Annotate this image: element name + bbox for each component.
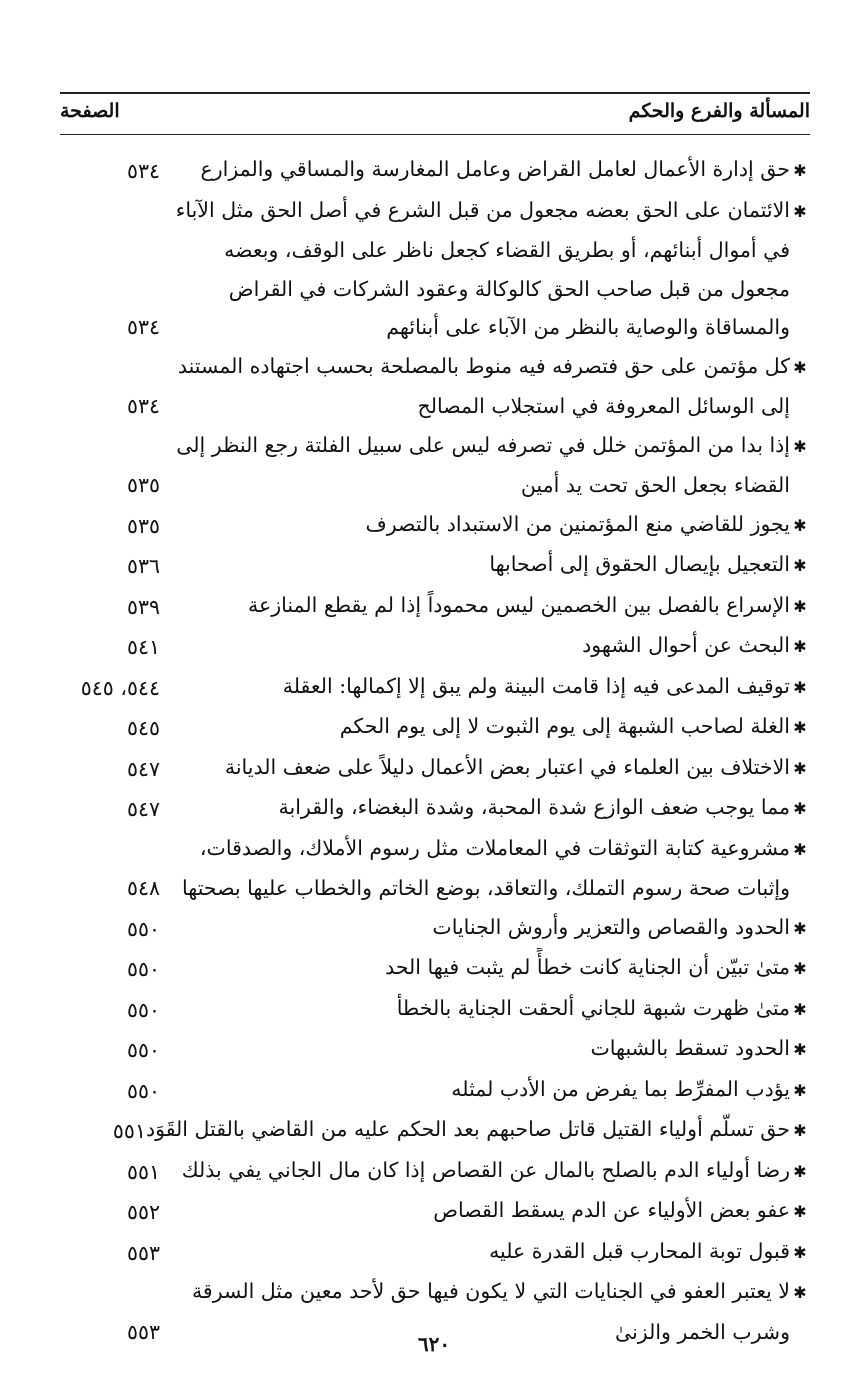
entry-page-number: ٥٣٤ (126, 159, 160, 183)
entry-line-text: الحدود تسقط بالشبهات (590, 1036, 790, 1060)
entry-line (160, 667, 810, 708)
entry-text (160, 989, 810, 1030)
entry-page-number: ٥٥٠ (126, 916, 160, 941)
asterisk-bullet-icon: ✱ (793, 718, 807, 737)
entry-page-number: ٥٥٣ (126, 1319, 160, 1344)
entry-line (160, 869, 810, 908)
entry-line-text: الائتمان على الحق بعضه مجعول من قبل الشرع في أصل الحق مثل الآباء (175, 197, 790, 222)
index-entry (60, 191, 810, 347)
asterisk-bullet-icon: ✱ (793, 959, 807, 978)
asterisk-bullet-icon: ✱ (793, 839, 807, 859)
entry-line (160, 191, 810, 232)
entry-page-number: ٥٣٤ (126, 394, 160, 418)
entry-line-text: توقيف المدعى فيه إذا قامت البينة ولم يبق إلا إكمالها: العقلة (282, 673, 790, 698)
entry-line (160, 1151, 810, 1192)
entry-page-number: ٥٣٥ (126, 513, 160, 538)
entry-text (160, 150, 810, 191)
entry-page-number: ٥٤٤، ٥٤٥ (80, 675, 160, 700)
entry-text (160, 626, 810, 667)
entry-line (160, 707, 810, 748)
entry-text (160, 191, 810, 347)
entry-line (160, 1070, 810, 1111)
entry-line (160, 231, 810, 270)
entry-line-text: يجوز للقاضي منع المؤتمنين من الاستبداد بالتصرف (365, 511, 790, 536)
entry-text (160, 829, 810, 908)
entry-line (160, 426, 810, 467)
asterisk-bullet-icon: ✱ (793, 1202, 807, 1221)
entry-page-number: ٥٣٩ (126, 594, 160, 619)
column-header-title: المسألة والفرع والحكم (628, 100, 810, 122)
entry-text (160, 426, 810, 505)
entry-page-number: ٥٥٠ (126, 1038, 160, 1062)
entry-line-text: مما يوجب ضعف الوازع شدة المحبة، وشدة البغضاء، والقرابة (278, 795, 790, 819)
asterisk-bullet-icon: ✱ (793, 596, 807, 616)
index-entry (60, 1191, 810, 1232)
index-entry (60, 1110, 810, 1151)
entry-text (160, 667, 810, 708)
entry-page-number: ٥٣٤ (126, 315, 160, 339)
entry-page-number: ٥٥٠ (126, 1078, 160, 1103)
entry-line (160, 989, 810, 1030)
entry-line (160, 1232, 810, 1273)
page-header (60, 100, 810, 130)
entry-line-text: متىٰ ظهرت شبهة للجاني ألحقت الجناية بالخطأ (396, 995, 790, 1020)
entry-page-number: ٥٥٢ (126, 1200, 160, 1224)
entry-line (160, 505, 810, 546)
entry-page-number: ٥٣٥ (126, 473, 160, 497)
index-entry (60, 1151, 810, 1192)
entry-text (160, 1191, 810, 1232)
entry-page-number: ٥٤٧ (126, 797, 160, 821)
index-entry (60, 347, 810, 426)
entry-line-text: والمساقاة والوصاية بالنظر من الآباء على أبنائهم (386, 315, 790, 339)
asterisk-bullet-icon: ✱ (793, 1283, 807, 1302)
entry-text (160, 1070, 810, 1111)
column-header-page: الصفحة (60, 100, 120, 122)
entry-page-number: ٥٣٦ (126, 554, 160, 578)
entry-text (160, 707, 810, 748)
entry-line-text: الاختلاف بين العلماء في اعتبار بعض الأعمال دليلاً على ضعف الديانة (224, 754, 790, 779)
entry-line (160, 908, 810, 949)
entry-line (160, 308, 810, 347)
entry-text (160, 948, 810, 989)
asterisk-bullet-icon: ✱ (793, 677, 807, 697)
entry-line (160, 626, 810, 667)
asterisk-bullet-icon: ✱ (793, 637, 807, 656)
index-entry (60, 1070, 810, 1111)
asterisk-bullet-icon: ✱ (793, 999, 807, 1019)
entry-text (160, 1151, 810, 1192)
entry-text (160, 347, 810, 426)
index-entry (60, 707, 810, 748)
entry-line-text: وإثبات صحة رسوم التملك، والتعاقد، بوضع الخاتم والخطاب عليها بصحتها (182, 876, 790, 900)
index-entry (60, 788, 810, 829)
entry-line-text: متىٰ تبيّن أن الجناية كانت خطأً لم يثبت فيها الحد (385, 955, 790, 979)
entry-text (160, 1029, 810, 1070)
entry-line-text: مجعول من قبل صاحب الحق كالوكالة وعقود الشركات في القراض (228, 276, 790, 301)
entry-page-number: ٥٤١ (126, 635, 160, 659)
entry-line-text: التعجيل بإيصال الحقوق إلى أصحابها (489, 552, 790, 576)
entry-line-text: في أموال أبنائهم، أو بطريق القضاء كجعل ناظر على الوقف، وبعضه (224, 238, 790, 262)
entry-line (146, 1110, 810, 1151)
index-entry (60, 667, 810, 708)
asterisk-bullet-icon: ✱ (793, 556, 807, 575)
entry-text (160, 1232, 810, 1273)
entry-line-text: الغلة لصاحب الشبهة إلى يوم الثبوت لا إلى يوم الحكم (339, 714, 790, 738)
index-entry (60, 989, 810, 1030)
entry-line-text: إذا بدا من المؤتمن خلل في تصرفه ليس على سبيل الفلتة رجع النظر إلى (176, 432, 790, 457)
entry-text (160, 586, 810, 627)
entry-line-text: كل مؤتمن على حق فتصرفه فيه منوط بالمصلحة بحسب اجتهاده المستند (177, 353, 790, 378)
entry-page-number: ٥٤٧ (126, 756, 160, 781)
index-entry (60, 829, 810, 908)
entry-line-text: مشروعية كتابة التوثقات في المعاملات مثل رسوم الأملاك، والصدقات، (199, 835, 790, 860)
index-entry (60, 426, 810, 505)
asterisk-bullet-icon: ✱ (793, 1040, 807, 1059)
entry-line-text: لا يعتبر العفو في الجنايات التي لا يكون فيها حق لأحد معين مثل السرقة (191, 1279, 790, 1303)
entry-page-number: ٥٤٨ (126, 876, 160, 900)
entry-page-number: ٥٥٠ (126, 957, 160, 981)
entry-page-number: ٥٤٥ (126, 716, 160, 740)
header-rule (60, 134, 810, 135)
entry-text (160, 545, 810, 586)
entry-line-text: حق تسلّم أولياء القتيل قاتل صاحبهم بعد الحكم عليه من القاضي بالقتل القَوَد (145, 1117, 790, 1141)
entry-line-text: وشرب الخمر والزنىٰ (614, 1319, 790, 1344)
entry-line (160, 586, 810, 627)
entry-line (160, 545, 810, 586)
entry-page-number: ٥٥٠ (126, 997, 160, 1022)
index-entry (60, 626, 810, 667)
entry-line (160, 1191, 810, 1232)
entry-page-number: ٥٥١ (112, 1119, 146, 1143)
entry-line-text: الإسراع بالفصل بين الخصمين ليس محموداً إذا لم يقطع المنازعة (247, 592, 790, 617)
entry-text (160, 908, 810, 949)
asterisk-bullet-icon: ✱ (793, 161, 807, 180)
entry-line-text: إلى الوسائل المعروفة في استجلاب المصالح (417, 394, 790, 418)
asterisk-bullet-icon: ✱ (793, 1242, 807, 1262)
index-entry (60, 505, 810, 546)
index-entry (60, 545, 810, 586)
asterisk-bullet-icon: ✱ (793, 758, 807, 778)
asterisk-bullet-icon: ✱ (793, 436, 807, 456)
entry-line (160, 948, 810, 989)
asterisk-bullet-icon: ✱ (793, 515, 807, 535)
top-rule (60, 92, 810, 94)
asterisk-bullet-icon: ✱ (793, 357, 807, 377)
entry-line (160, 829, 810, 870)
index-entry (60, 150, 810, 191)
entry-line-text: حق إدارة الأعمال لعامل القراض وعامل المغارسة والمساقي والمزارع (200, 157, 790, 181)
entry-line-text: قبول توبة المحارب قبل القدرة عليه (489, 1238, 790, 1263)
index-entry (60, 948, 810, 989)
asterisk-bullet-icon: ✱ (793, 201, 807, 221)
asterisk-bullet-icon: ✱ (793, 799, 807, 818)
index-entry (60, 748, 810, 789)
entry-line-text: رضا أولياء الدم بالصلح بالمال عن القصاص إذا كان مال الجاني يفي بذلك (181, 1157, 790, 1182)
entry-text (146, 1110, 810, 1151)
entry-line-text: القضاء بجعل الحق تحت يد أمين (520, 473, 790, 497)
entry-page-number: ٥٥٣ (126, 1240, 160, 1265)
entry-page-number: ٥٥١ (126, 1159, 160, 1184)
asterisk-bullet-icon: ✱ (793, 1161, 807, 1181)
entry-line (160, 788, 810, 829)
index-entry (60, 1232, 810, 1273)
entry-text (160, 505, 810, 546)
entry-line (160, 387, 810, 426)
entry-line (160, 347, 810, 388)
index-entry (60, 586, 810, 627)
entry-line (160, 466, 810, 505)
entry-line (160, 150, 810, 191)
asterisk-bullet-icon: ✱ (793, 1080, 807, 1100)
entry-line (160, 270, 810, 309)
entry-text (160, 748, 810, 789)
asterisk-bullet-icon: ✱ (793, 1121, 807, 1140)
entry-line (160, 1272, 810, 1313)
page-number: ٦٢٠ (417, 1332, 451, 1356)
entry-line-text: عفو بعض الأولياء عن الدم يسقط القصاص (433, 1198, 790, 1222)
entry-text (160, 788, 810, 829)
index-entry (60, 908, 810, 949)
entry-line (160, 1029, 810, 1070)
entry-line-text: الحدود والقصاص والتعزير وأروش الجنايات (432, 914, 790, 939)
entry-line-text: يؤدب المفرِّط بما يفرض من الأدب لمثله (451, 1076, 790, 1101)
asterisk-bullet-icon: ✱ (793, 918, 807, 938)
entry-line (160, 748, 810, 789)
index-entry (60, 1029, 810, 1070)
index-entries (60, 150, 810, 1351)
entry-line-text: البحث عن أحوال الشهود (582, 633, 790, 657)
